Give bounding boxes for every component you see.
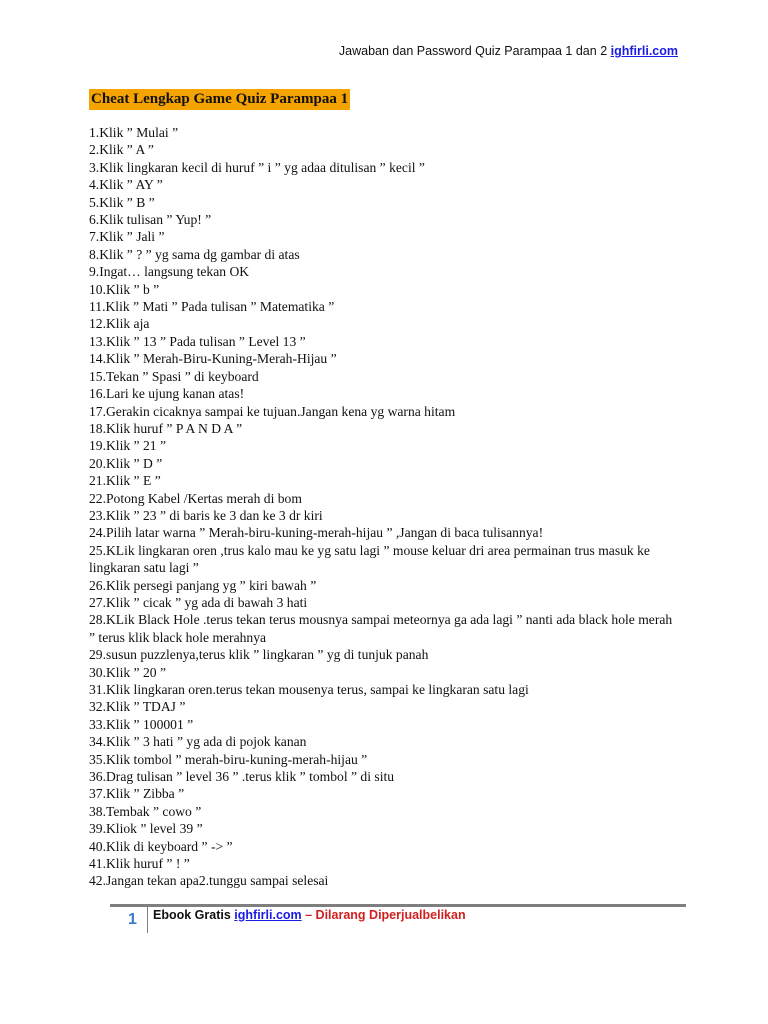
- list-item: 36.Drag tulisan ” level 36 ” .terus klik ” tombol ” di situ: [89, 769, 395, 785]
- list-item: 17.Gerakin cicaknya sampai ke tujuan.Jangan kena yg warna hitam: [89, 403, 456, 419]
- list-item: 7.Klik ” Jali ”: [89, 229, 165, 245]
- list-item: 37.Klik ” Zibba ”: [89, 786, 185, 802]
- list-item: 22.Potong Kabel /Kertas merah di bom: [89, 490, 302, 506]
- list-item: 9.Ingat… langsung tekan OK: [89, 264, 250, 280]
- page-footer: [110, 904, 686, 934]
- list-item: 40.Klik di keyboard ” -> ”: [89, 838, 233, 854]
- list-item: 15.Tekan ” Spasi ” di keyboard: [89, 368, 259, 384]
- list-item: 41.Klik huruf ” ! ”: [89, 856, 190, 872]
- list-item: 34.Klik ” 3 hati ” yg ada di pojok kanan: [89, 734, 307, 750]
- list-item: 13.Klik ” 13 ” Pada tulisan ” Level 13 ”: [89, 333, 306, 349]
- list-item: 25.KLik lingkaran oren ,trus kalo mau ke yg satu lagi ” mouse keluar dri area permainan trus masuk ke lingkaran satu lagi ”: [89, 542, 650, 576]
- list-item: 19.Klik ” 21 ”: [89, 438, 167, 454]
- list-item: 4.Klik ” AY ”: [89, 177, 163, 193]
- list-item: 6.Klik tulisan ” Yup! ”: [89, 212, 212, 228]
- page-header: [339, 44, 678, 58]
- list-item: 10.Klik ” b ”: [89, 281, 160, 297]
- cheat-list: [89, 124, 679, 890]
- list-item: 8.Klik ” ? ” yg sama dg gambar di atas: [89, 246, 300, 262]
- list-item: 35.Klik tombol ” merah-biru-kuning-merah-hijau ”: [89, 751, 368, 767]
- list-item: 1.Klik ” Mulai ”: [89, 125, 179, 140]
- list-item: 5.Klik ” B ”: [89, 194, 155, 210]
- footer-vertical-divider: [147, 907, 148, 933]
- list-item: 11.Klik ” Mati ” Pada tulisan ” Matematika ”: [89, 299, 335, 315]
- footer-link[interactable]: ighfirli.com: [234, 908, 302, 922]
- footer-warning: – Dilarang Diperjualbelikan: [301, 908, 466, 922]
- list-item: 28.KLik Black Hole .terus tekan terus mousnya sampai meteornya ga ada lagi ” nanti ada black hole merah ” terus klik black hole merahnya: [89, 612, 673, 645]
- list-item: 21.Klik ” E ”: [89, 473, 161, 489]
- list-item: 24.Pilih latar warna ” Merah-biru-kuning-merah-hijau ” ,Jangan di baca tulisannya!: [89, 525, 544, 541]
- list-item: 18.Klik huruf ” P A N D A ”: [89, 420, 243, 436]
- footer-divider: [110, 904, 686, 907]
- header-link[interactable]: ighfirli.com: [610, 44, 678, 58]
- list-item: 3.Klik lingkaran kecil di huruf ” i ” yg adaa ditulisan ” kecil ”: [89, 159, 425, 175]
- header-text: Jawaban dan Password Quiz Parampaa 1 dan 2: [338, 44, 611, 58]
- footer-prefix: Ebook Gratis: [153, 908, 235, 922]
- list-item: 38.Tembak ” cowo ”: [89, 803, 202, 819]
- list-item: 31.Klik lingkaran oren.terus tekan mousenya terus, sampai ke lingkaran satu lagi: [89, 682, 529, 697]
- list-item: 12.Klik aja: [89, 316, 150, 332]
- list-item: 30.Klik ” 20 ”: [89, 664, 167, 680]
- title-wrap: [89, 89, 350, 110]
- list-item: 26.Klik persegi panjang yg ” kiri bawah ”: [89, 577, 317, 593]
- footer-text: [153, 908, 466, 922]
- list-item: 16.Lari ke ujung kanan atas!: [89, 386, 245, 402]
- list-item: 27.Klik ” cicak ” yg ada di bawah 3 hati: [89, 594, 308, 610]
- list-item: 23.Klik ” 23 ” di baris ke 3 dan ke 3 dr kiri: [89, 507, 323, 523]
- document-title: Cheat Lengkap Game Quiz Parampaa 1: [89, 89, 350, 110]
- list-item: 29.susun puzzlenya,terus klik ” lingkaran ” yg di tunjuk panah: [89, 647, 429, 663]
- list-item: 42.Jangan tekan apa2.tunggu sampai selesai: [89, 873, 329, 889]
- list-item: 2.Klik ” A ”: [89, 142, 154, 158]
- list-item: 32.Klik ” TDAJ ”: [89, 699, 186, 715]
- list-item: 33.Klik ” 100001 ”: [89, 716, 194, 732]
- list-item: 39.Kliok ” level 39 ”: [89, 821, 203, 837]
- list-item: 20.Klik ” D ”: [89, 455, 163, 471]
- page-number: 1: [128, 911, 137, 928]
- list-item: 14.Klik ” Merah-Biru-Kuning-Merah-Hijau ”: [89, 351, 337, 367]
